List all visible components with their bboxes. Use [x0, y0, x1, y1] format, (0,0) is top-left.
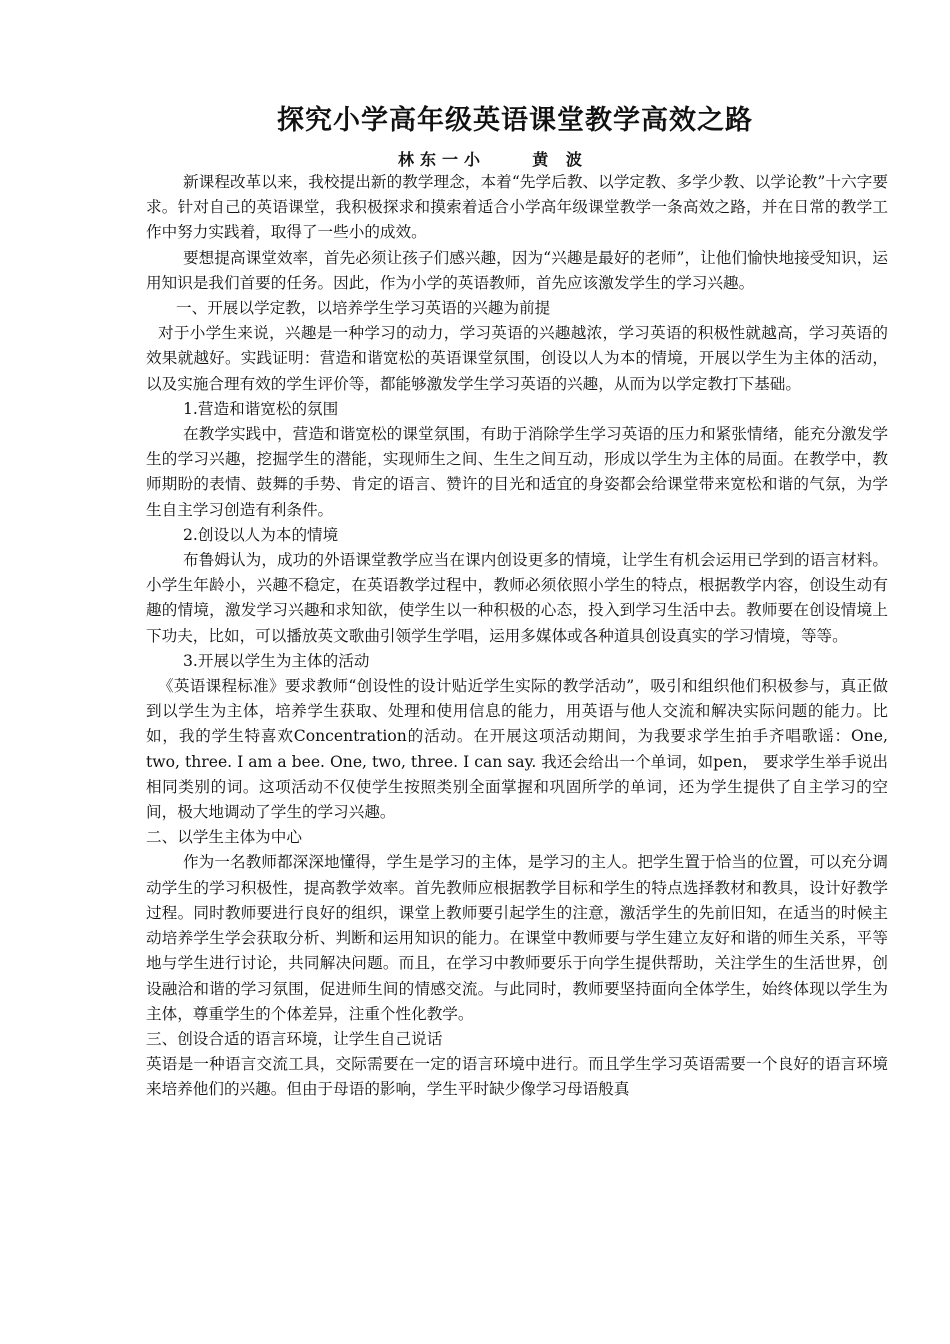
- paragraph: 新课程改革以来，我校提出新的教学理念，本着“先学后教、以学定教、多学少教、以学论教”十六字要求。针对自己的英语课堂，我积极探求和摸索着适合小学高年级课堂教学一条高效之路，并在日常的教学工作中努力实践着，取得了一些小的成效。: [146, 173, 888, 242]
- document-title: 探究小学高年级英语课堂教学高效之路: [277, 105, 753, 136]
- paragraph: 三、创设合适的语言环境，让学生自己说话: [146, 1029, 443, 1048]
- document-body: [146, 170, 888, 1103]
- paragraph: 布鲁姆认为，成功的外语课堂教学应当在课内创设更多的情境，让学生有机会运用已学到的语言材料。小学生年龄小，兴趣不稳定，在英语教学过程中，教师必须依照小学生的特点，根据教学内容，创设生动有趣的情境，激发学习兴趣和求知欲，使学生以一种积极的心态，投入到学习生活中去。教师要在创设情境上下功夫，比如，可以播放英文歌曲引领学生学唱，运用多媒体或各种道具创设真实的学习情境，等等。: [146, 551, 888, 645]
- paragraph: 3.开展以学生为主体的活动: [183, 651, 370, 670]
- author-line: 林东一小 黄 波: [398, 150, 588, 169]
- paragraph: 1.营造和谐宽松的氛围: [183, 399, 339, 418]
- paragraph: 一、开展以学定教，以培养学生学习英语的兴趣为前提: [176, 299, 551, 318]
- paragraph: 《英语课程标准》要求教师“创设性的设计贴近学生实际的教学活动”，吸引和组织他们积极参与，真正做到以学生为主体，培养学生获取、处理和使用信息的能力，用英语与他人交流和解决实际问题的能力。比如，我的学生特喜欢Concentration的活动。在开展这项活动期间，为我要求学生拍手齐唱歌谣：One, two, three. I am a bee. One, two, three. I can say. 我还会给出一个单词，如pen， 要求学生举手说出相同类别的词。这项活动不仅使学生按照类别全面掌握和巩固所学的单词，还为学生提供了自主学习的空间，极大地调动了学生的学习兴趣。: [146, 677, 888, 822]
- paragraph: 2.创设以人为本的情境: [183, 525, 339, 544]
- paragraph: 在教学实践中，营造和谐宽松的课堂氛围，有助于消除学生学习英语的压力和紧张情绪，能充分激发学生的学习兴趣，挖掘学生的潜能，实现师生之间、生生之间互动，形成以学生为主体的局面。在教学中，教师期盼的表情、鼓舞的手势、肯定的语言、赞许的目光和适宜的身姿都会给课堂带来宽松和谐的气氛，为学生自主学习创造有利条件。: [146, 425, 888, 519]
- paragraph: 要想提高课堂效率，首先必须让孩子们感兴趣，因为“兴趣是最好的老师”，让他们愉快地接受知识，运用知识是我们首要的任务。因此，作为小学的英语教师，首先应该激发学生的学习兴趣。: [146, 248, 888, 292]
- paragraph: 对于小学生来说，兴趣是一种学习的动力，学习英语的兴趣越浓，学习英语的积极性就越高，学习英语的效果就越好。实践证明：营造和谐宽松的英语课堂氛围，创设以人为本的情境，开展以学生为主体的活动，以及实施合理有效的学生评价等，都能够激发学生学习英语的兴趣，从而为以学定教打下基础。: [146, 324, 888, 393]
- paragraph: 二、以学生主体为中心: [146, 828, 302, 847]
- paragraph: 英语是一种语言交流工具，交际需要在一定的语言环境中进行。而且学生学习英语需要一个良好的语言环境来培养他们的兴趣。但由于母语的影响，学生平时缺少像学习母语般真: [146, 1055, 888, 1099]
- paragraph: 作为一名教师都深深地懂得，学生是学习的主体，是学习的主人。把学生置于恰当的位置，可以充分调动学生的学习积极性，提高教学效率。首先教师应根据教学目标和学生的特点选择教材和教具，设计好教学过程。同时教师要进行良好的组织，课堂上教师要引起学生的注意，激活学生的先前旧知，在适当的时候主动培养学生学会获取分析、判断和运用知识的能力。在课堂中教师要与学生建立友好和谐的师生关系，平等地与学生进行讨论，共同解决问题。而且，在学习中教师要乐于向学生提供帮助，关注学生的生活世界，创设融洽和谐的学习氛围，促进师生间的情感交流。与此同时，教师要坚持面向全体学生，始终体现以学生为主体，尊重学生的个体差异，注重个性化教学。: [146, 853, 888, 1023]
